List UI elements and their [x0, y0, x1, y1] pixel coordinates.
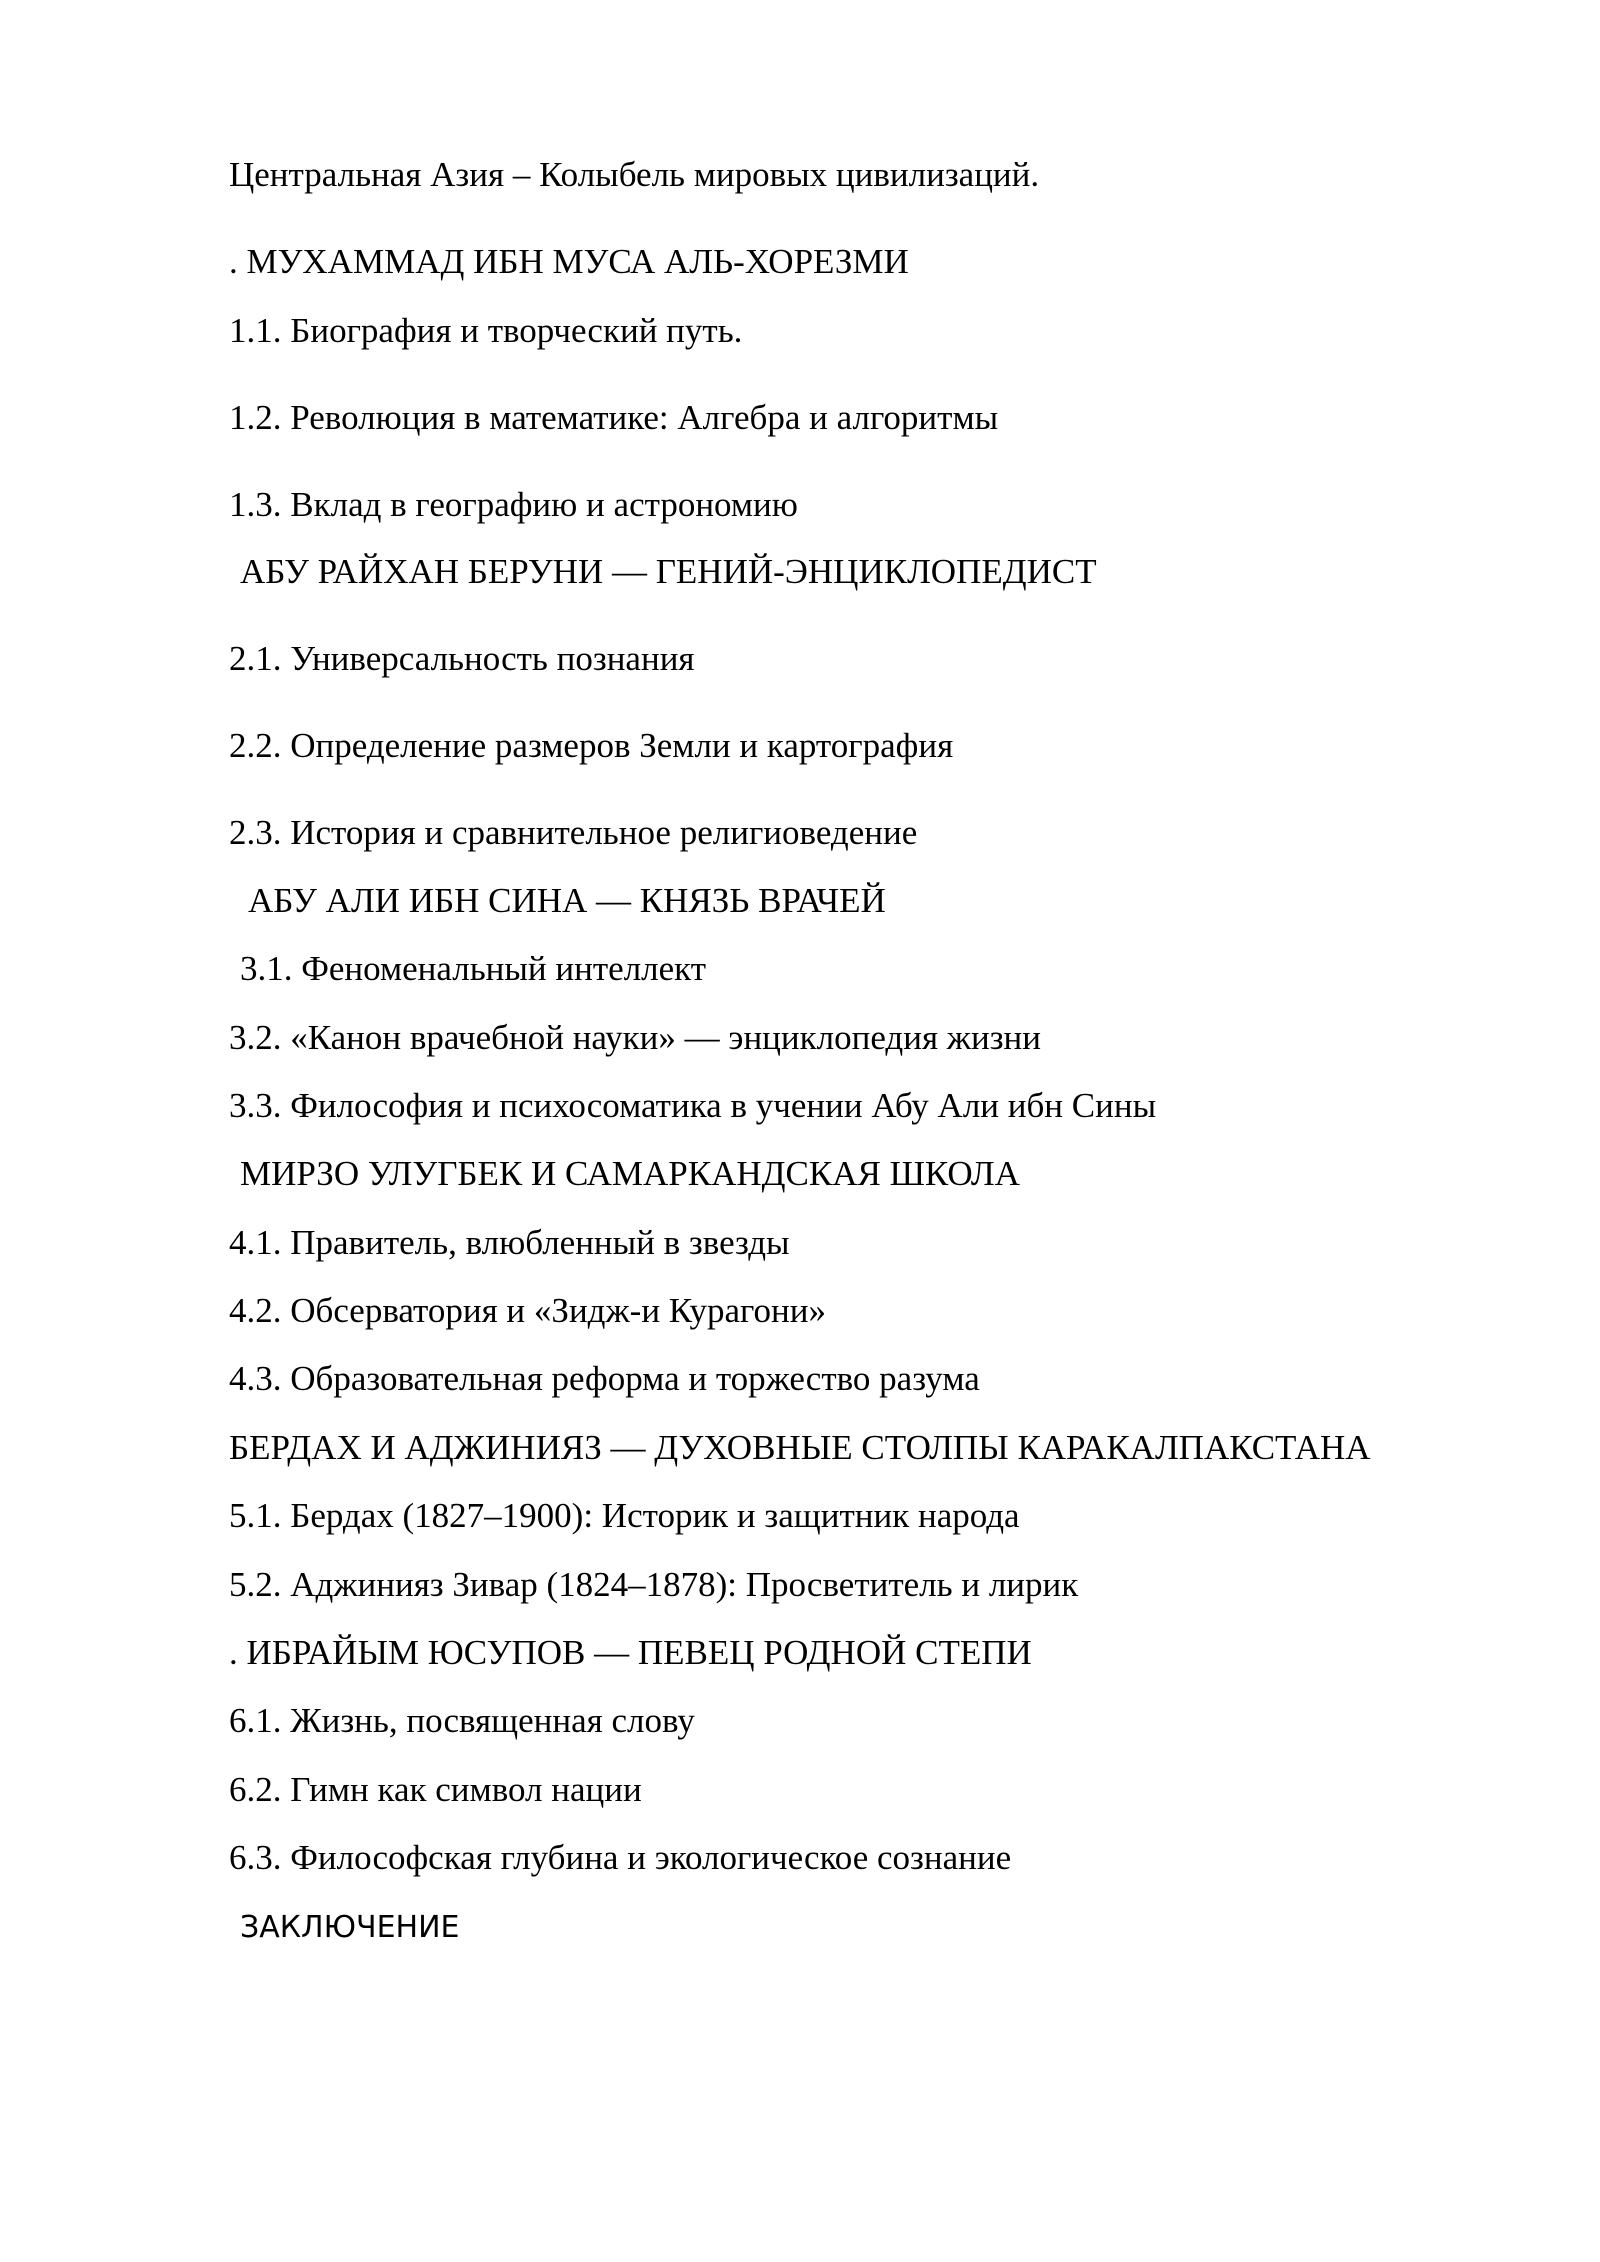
section-heading-6: . ИБРАЙЫМ ЮСУПОВ — ПЕВЕЦ РОДНОЙ СТЕПИ — [229, 1633, 1032, 1672]
toc-item-1-3: 1.3. Вклад в географию и астрономию — [229, 485, 798, 524]
section-heading-5: БЕРДАХ И АДЖИНИЯЗ — ДУХОВНЫЕ СТОЛПЫ КАРАКАЛПАКСТАНА — [229, 1428, 1371, 1467]
conclusion-heading: ЗАКЛЮЧЕНИЕ — [240, 1910, 460, 1945]
toc-item-1-1: 1.1. Биография и творческий путь. — [229, 311, 743, 350]
toc-item-3-3: 3.3. Философия и психосоматика в учении Абу Али ибн Сины — [229, 1086, 1157, 1125]
toc-item-2-2: 2.2. Определение размеров Земли и картография — [229, 726, 954, 765]
toc-item-6-1: 6.1. Жизнь, посвященная слову — [229, 1701, 695, 1740]
section-heading-1: . МУХАММАД ИБН МУСА АЛЬ-ХОРЕЗМИ — [229, 242, 909, 281]
toc-item-6-2: 6.2. Гимн как символ нации — [229, 1770, 642, 1809]
section-heading-3: АБУ АЛИ ИБН СИНА — КНЯЗЬ ВРАЧЕЙ — [248, 881, 886, 920]
toc-item-4-2: 4.2. Обсерватория и «Зидж-и Курагони» — [229, 1291, 826, 1330]
toc-item-4-3: 4.3. Образовательная реформа и торжество разума — [229, 1359, 980, 1398]
toc-item-4-1: 4.1. Правитель, влюбленный в звезды — [229, 1223, 790, 1262]
toc-item-3-2: 3.2. «Канон врачебной науки» — энциклопедия жизни — [229, 1018, 1041, 1057]
toc-item-1-2: 1.2. Революция в математике: Алгебра и алгоритмы — [229, 398, 999, 437]
toc-item-3-1: 3.1. Феноменальный интеллект — [240, 949, 707, 988]
document-title: Центральная Азия – Колыбель мировых цивилизаций. — [229, 155, 1040, 194]
toc-item-6-3: 6.3. Философская глубина и экологическое сознание — [229, 1838, 1012, 1877]
section-heading-2: АБУ РАЙХАН БЕРУНИ — ГЕНИЙ-ЭНЦИКЛОПЕДИСТ — [240, 552, 1097, 591]
section-heading-4: МИРЗО УЛУГБЕК И САМАРКАНДСКАЯ ШКОЛА — [240, 1154, 1020, 1193]
toc-item-5-1: 5.1. Бердах (1827–1900): Историк и защитник народа — [229, 1496, 1020, 1535]
toc-item-2-1: 2.1. Универсальность познания — [229, 639, 695, 678]
toc-item-5-2: 5.2. Аджинияз Зивар (1824–1878): Просветитель и лирик — [229, 1565, 1079, 1604]
toc-item-2-3: 2.3. История и сравнительное религиоведение — [229, 813, 918, 852]
